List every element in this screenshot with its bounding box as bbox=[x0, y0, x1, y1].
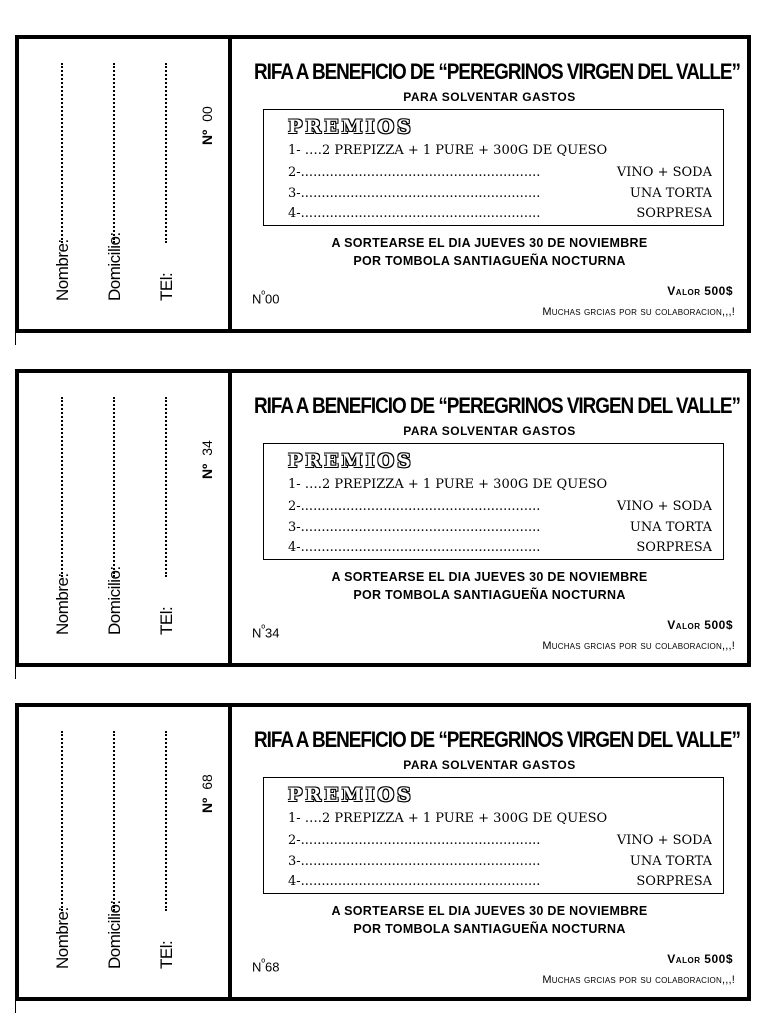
prize-number: 3- bbox=[288, 520, 301, 535]
prize-dots: .......................................................... bbox=[300, 186, 541, 201]
prize-number: 2- bbox=[288, 165, 301, 180]
stub-number-value: 34 bbox=[199, 440, 215, 456]
ticket-subtitle: PARA SOLVENTAR GASTOS bbox=[403, 424, 576, 438]
draw-info bbox=[232, 234, 747, 270]
ticket-number bbox=[252, 958, 280, 974]
prize-row bbox=[288, 499, 712, 514]
phone-label: TEl: bbox=[157, 606, 176, 635]
ticket-stub bbox=[19, 707, 232, 997]
ticket-number-prefix: N bbox=[252, 625, 262, 641]
ticket-main bbox=[232, 373, 747, 663]
prize-row bbox=[288, 206, 712, 221]
prize-value: 2 PREPIZZA + 1 PURE + 300G DE QUESO bbox=[321, 811, 608, 826]
raffle-ticket bbox=[15, 703, 751, 1001]
prize-number: 1- …. bbox=[288, 811, 322, 826]
prize-dots: .......................................................... bbox=[300, 874, 541, 889]
draw-date: A SORTEARSE EL DIA JUEVES 30 DE NOVIEMBRE bbox=[331, 236, 648, 250]
draw-date: A SORTEARSE EL DIA JUEVES 30 DE NOVIEMBRE bbox=[331, 570, 648, 584]
ticket-title: RIFA A BENEFICIO DE “PEREGRINOS VIRGEN DEL VALLE” bbox=[254, 393, 740, 418]
prize-number: 2- bbox=[288, 499, 301, 514]
ticket-number-value: 68 bbox=[265, 959, 280, 975]
prize-value: SORPRESA bbox=[636, 874, 712, 889]
ticket-title: RIFA A BENEFICIO DE “PEREGRINOS VIRGEN DEL VALLE” bbox=[254, 59, 740, 84]
ticket-main bbox=[232, 707, 747, 997]
prize-row bbox=[288, 854, 712, 869]
prize-value: 2 PREPIZZA + 1 PURE + 300G DE QUESO bbox=[321, 477, 608, 492]
prize-dots: .......................................................... bbox=[300, 206, 541, 221]
prize-number: 2- bbox=[288, 833, 301, 848]
prizes-box bbox=[263, 109, 724, 226]
prizes-header: PREMIOS bbox=[288, 450, 414, 472]
prize-row bbox=[288, 165, 712, 180]
ticket-price: Valor 500$ bbox=[667, 284, 733, 298]
prize-number: 3- bbox=[288, 186, 301, 201]
stub-number-value: 00 bbox=[199, 106, 215, 122]
ticket-title: RIFA A BENEFICIO DE “PEREGRINOS VIRGEN DEL VALLE” bbox=[254, 727, 740, 752]
ticket-number bbox=[252, 290, 280, 306]
stub-number-value: 68 bbox=[199, 774, 215, 790]
prize-dots: .......................................................... bbox=[300, 520, 541, 535]
ticket-number bbox=[252, 624, 280, 640]
prize-dots: .......................................................... bbox=[300, 165, 541, 180]
ticket-stub bbox=[19, 373, 232, 663]
phone-label: TEl: bbox=[157, 272, 176, 301]
thanks-note: Muchas grcias por su colaboracion,,,! bbox=[542, 974, 735, 986]
stub-number-label: Nº bbox=[199, 129, 215, 145]
ticket-subtitle: PARA SOLVENTAR GASTOS bbox=[403, 758, 576, 772]
ticket-number-value: 00 bbox=[265, 291, 280, 307]
stub-number-label: Nº bbox=[199, 463, 215, 479]
prize-value: VINO + SODA bbox=[616, 499, 712, 514]
prize-dots: .......................................................... bbox=[300, 499, 541, 514]
prize-value: VINO + SODA bbox=[616, 833, 712, 848]
prize-dots: .......................................................... bbox=[300, 854, 541, 869]
ticket-number-sup: º bbox=[261, 290, 266, 301]
ticket-number-prefix: N bbox=[252, 959, 262, 975]
ticket-price: Valor 500$ bbox=[667, 952, 733, 966]
prize-number: 1- …. bbox=[288, 477, 322, 492]
prize-row bbox=[288, 477, 712, 492]
draw-date: A SORTEARSE EL DIA JUEVES 30 DE NOVIEMBRE bbox=[331, 904, 648, 918]
prize-value: UNA TORTA bbox=[629, 186, 712, 201]
ticket-number-value: 34 bbox=[265, 625, 280, 641]
prizes-header: PREMIOS bbox=[288, 116, 414, 138]
prize-row bbox=[288, 874, 712, 889]
address-label: Domicilio: bbox=[105, 900, 124, 969]
prizes-header: PREMIOS bbox=[288, 784, 414, 806]
phone-label: TEl: bbox=[157, 940, 176, 969]
ticket-number-sup: º bbox=[261, 624, 266, 635]
prize-row bbox=[288, 833, 712, 848]
raffle-ticket bbox=[15, 35, 751, 333]
thanks-note: Muchas grcias por su colaboracion,,,! bbox=[542, 640, 735, 652]
prize-value: VINO + SODA bbox=[616, 165, 712, 180]
draw-info bbox=[232, 902, 747, 938]
prize-value: UNA TORTA bbox=[629, 520, 712, 535]
draw-method: POR TOMBOLA SANTIAGUEÑA NOCTURNA bbox=[353, 254, 626, 268]
draw-method: POR TOMBOLA SANTIAGUEÑA NOCTURNA bbox=[353, 588, 626, 602]
prize-row bbox=[288, 186, 712, 201]
prize-row bbox=[288, 520, 712, 535]
draw-method: POR TOMBOLA SANTIAGUEÑA NOCTURNA bbox=[353, 922, 626, 936]
raffle-ticket bbox=[15, 369, 751, 667]
prize-number: 1- …. bbox=[288, 143, 322, 158]
prize-row bbox=[288, 143, 712, 158]
name-label: Nombre: bbox=[53, 573, 72, 635]
prize-row bbox=[288, 811, 712, 826]
ticket-price: Valor 500$ bbox=[667, 618, 733, 632]
prize-value: UNA TORTA bbox=[629, 854, 712, 869]
address-label: Domicilio: bbox=[105, 566, 124, 635]
prize-number: 4- bbox=[288, 206, 301, 221]
name-label: Nombre: bbox=[53, 239, 72, 301]
prize-dots: .......................................................... bbox=[300, 833, 541, 848]
draw-info bbox=[232, 568, 747, 604]
prizes-box bbox=[263, 777, 724, 894]
prize-number: 4- bbox=[288, 874, 301, 889]
prize-value: SORPRESA bbox=[636, 540, 712, 555]
prize-number: 3- bbox=[288, 854, 301, 869]
prize-value: 2 PREPIZZA + 1 PURE + 300G DE QUESO bbox=[321, 143, 608, 158]
ticket-stub bbox=[19, 39, 232, 329]
stub-number-label: Nº bbox=[199, 797, 215, 813]
thanks-note: Muchas grcias por su colaboracion,,,! bbox=[542, 306, 735, 318]
prizes-box bbox=[263, 443, 724, 560]
prize-value: SORPRESA bbox=[636, 206, 712, 221]
prize-row bbox=[288, 540, 712, 555]
ticket-number-prefix: N bbox=[252, 291, 262, 307]
prize-dots: .......................................................... bbox=[300, 540, 541, 555]
ticket-subtitle: PARA SOLVENTAR GASTOS bbox=[403, 90, 576, 104]
address-label: Domicilio: bbox=[105, 232, 124, 301]
ticket-main bbox=[232, 39, 747, 329]
ticket-number-sup: º bbox=[261, 958, 266, 969]
name-label: Nombre: bbox=[53, 907, 72, 969]
prize-number: 4- bbox=[288, 540, 301, 555]
